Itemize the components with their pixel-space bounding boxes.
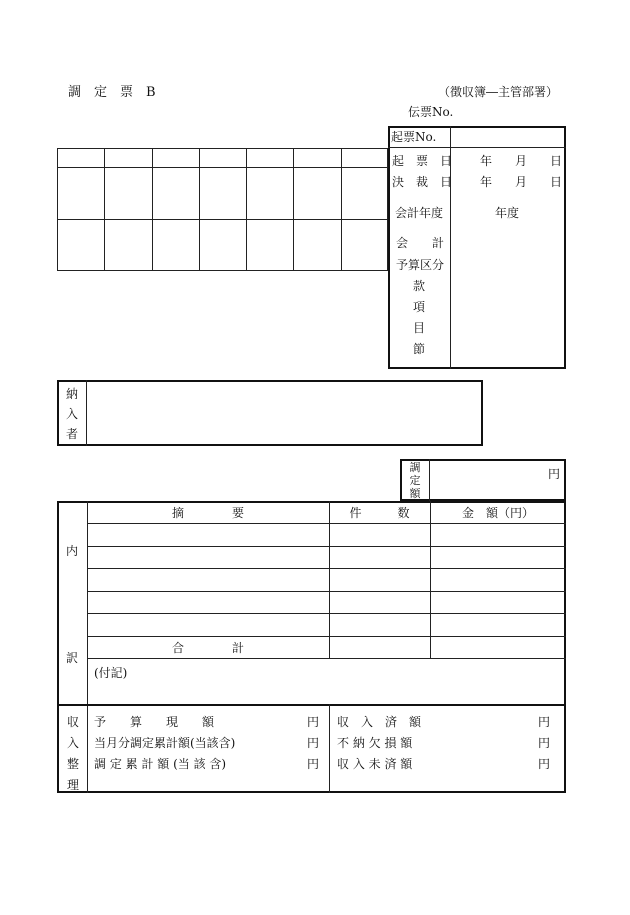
fiscal-year-unit: 年度 xyxy=(495,206,520,220)
accounting-label: 会 計 xyxy=(396,236,445,250)
income-right-row-2: 不 納 欠 損 額 xyxy=(337,736,413,750)
assessed-amount-unit: 円 xyxy=(548,467,561,481)
form-title: 調 定 票 B xyxy=(68,85,156,100)
register-label: （徴収簿―主管部署） xyxy=(438,85,559,99)
moku-label: 目 xyxy=(413,321,426,335)
issue-day: 日 xyxy=(550,154,563,168)
income-side-label: 収入整理 xyxy=(66,715,79,792)
assessed-amount-label: 調定額 xyxy=(409,461,421,500)
income-left-yen-1: 円 xyxy=(307,715,320,729)
issue-month: 月 xyxy=(515,154,528,168)
decision-month: 月 xyxy=(515,175,528,189)
total-label: 合 計 xyxy=(171,641,244,655)
decision-day: 日 xyxy=(550,175,563,189)
col-count-header: 件 数 xyxy=(349,506,410,520)
income-right-yen-2: 円 xyxy=(538,736,551,750)
issue-year: 年 xyxy=(480,154,493,168)
fiscal-year-label: 会計年度 xyxy=(395,206,444,220)
decision-date-label: 決 裁 日 xyxy=(392,175,453,189)
kan-label: 款 xyxy=(413,279,426,293)
income-right-row-1: 収 入 済 額 xyxy=(337,715,422,729)
income-left-row-2: 当月分調定累計額(当該含) xyxy=(94,736,236,750)
details-side-label-bottom: 訳 xyxy=(66,651,79,665)
assessed-amount-box xyxy=(400,459,566,501)
decision-year: 年 xyxy=(480,175,493,189)
issue-no-label: 起票No. xyxy=(391,130,437,144)
income-right-row-3: 収 入 未 済 額 xyxy=(337,757,413,771)
payer-label: 納入者 xyxy=(65,387,78,441)
payer-box xyxy=(57,380,483,446)
col-summary-header: 摘 要 xyxy=(171,506,244,520)
budget-class-label: 予算区分 xyxy=(396,258,445,272)
income-right-yen-3: 円 xyxy=(538,757,551,771)
income-left-yen-3: 円 xyxy=(307,757,320,771)
details-side-label-top: 内 xyxy=(66,544,79,558)
income-right-yen-1: 円 xyxy=(538,715,551,729)
issue-date-label: 起 票 日 xyxy=(392,154,453,168)
income-left-yen-2: 円 xyxy=(307,736,320,750)
kou-label: 項 xyxy=(413,300,426,314)
notes-label: (付記) xyxy=(94,666,128,680)
col-amount-header: 金 額（円） xyxy=(461,506,534,520)
income-left-row-3: 調 定 累 計 額 (当 該 含) xyxy=(94,757,227,771)
setsu-label: 節 xyxy=(413,342,426,356)
voucher-no-label: 伝票No. xyxy=(408,105,454,119)
income-left-row-1: 予 算 現 額 xyxy=(94,715,215,729)
